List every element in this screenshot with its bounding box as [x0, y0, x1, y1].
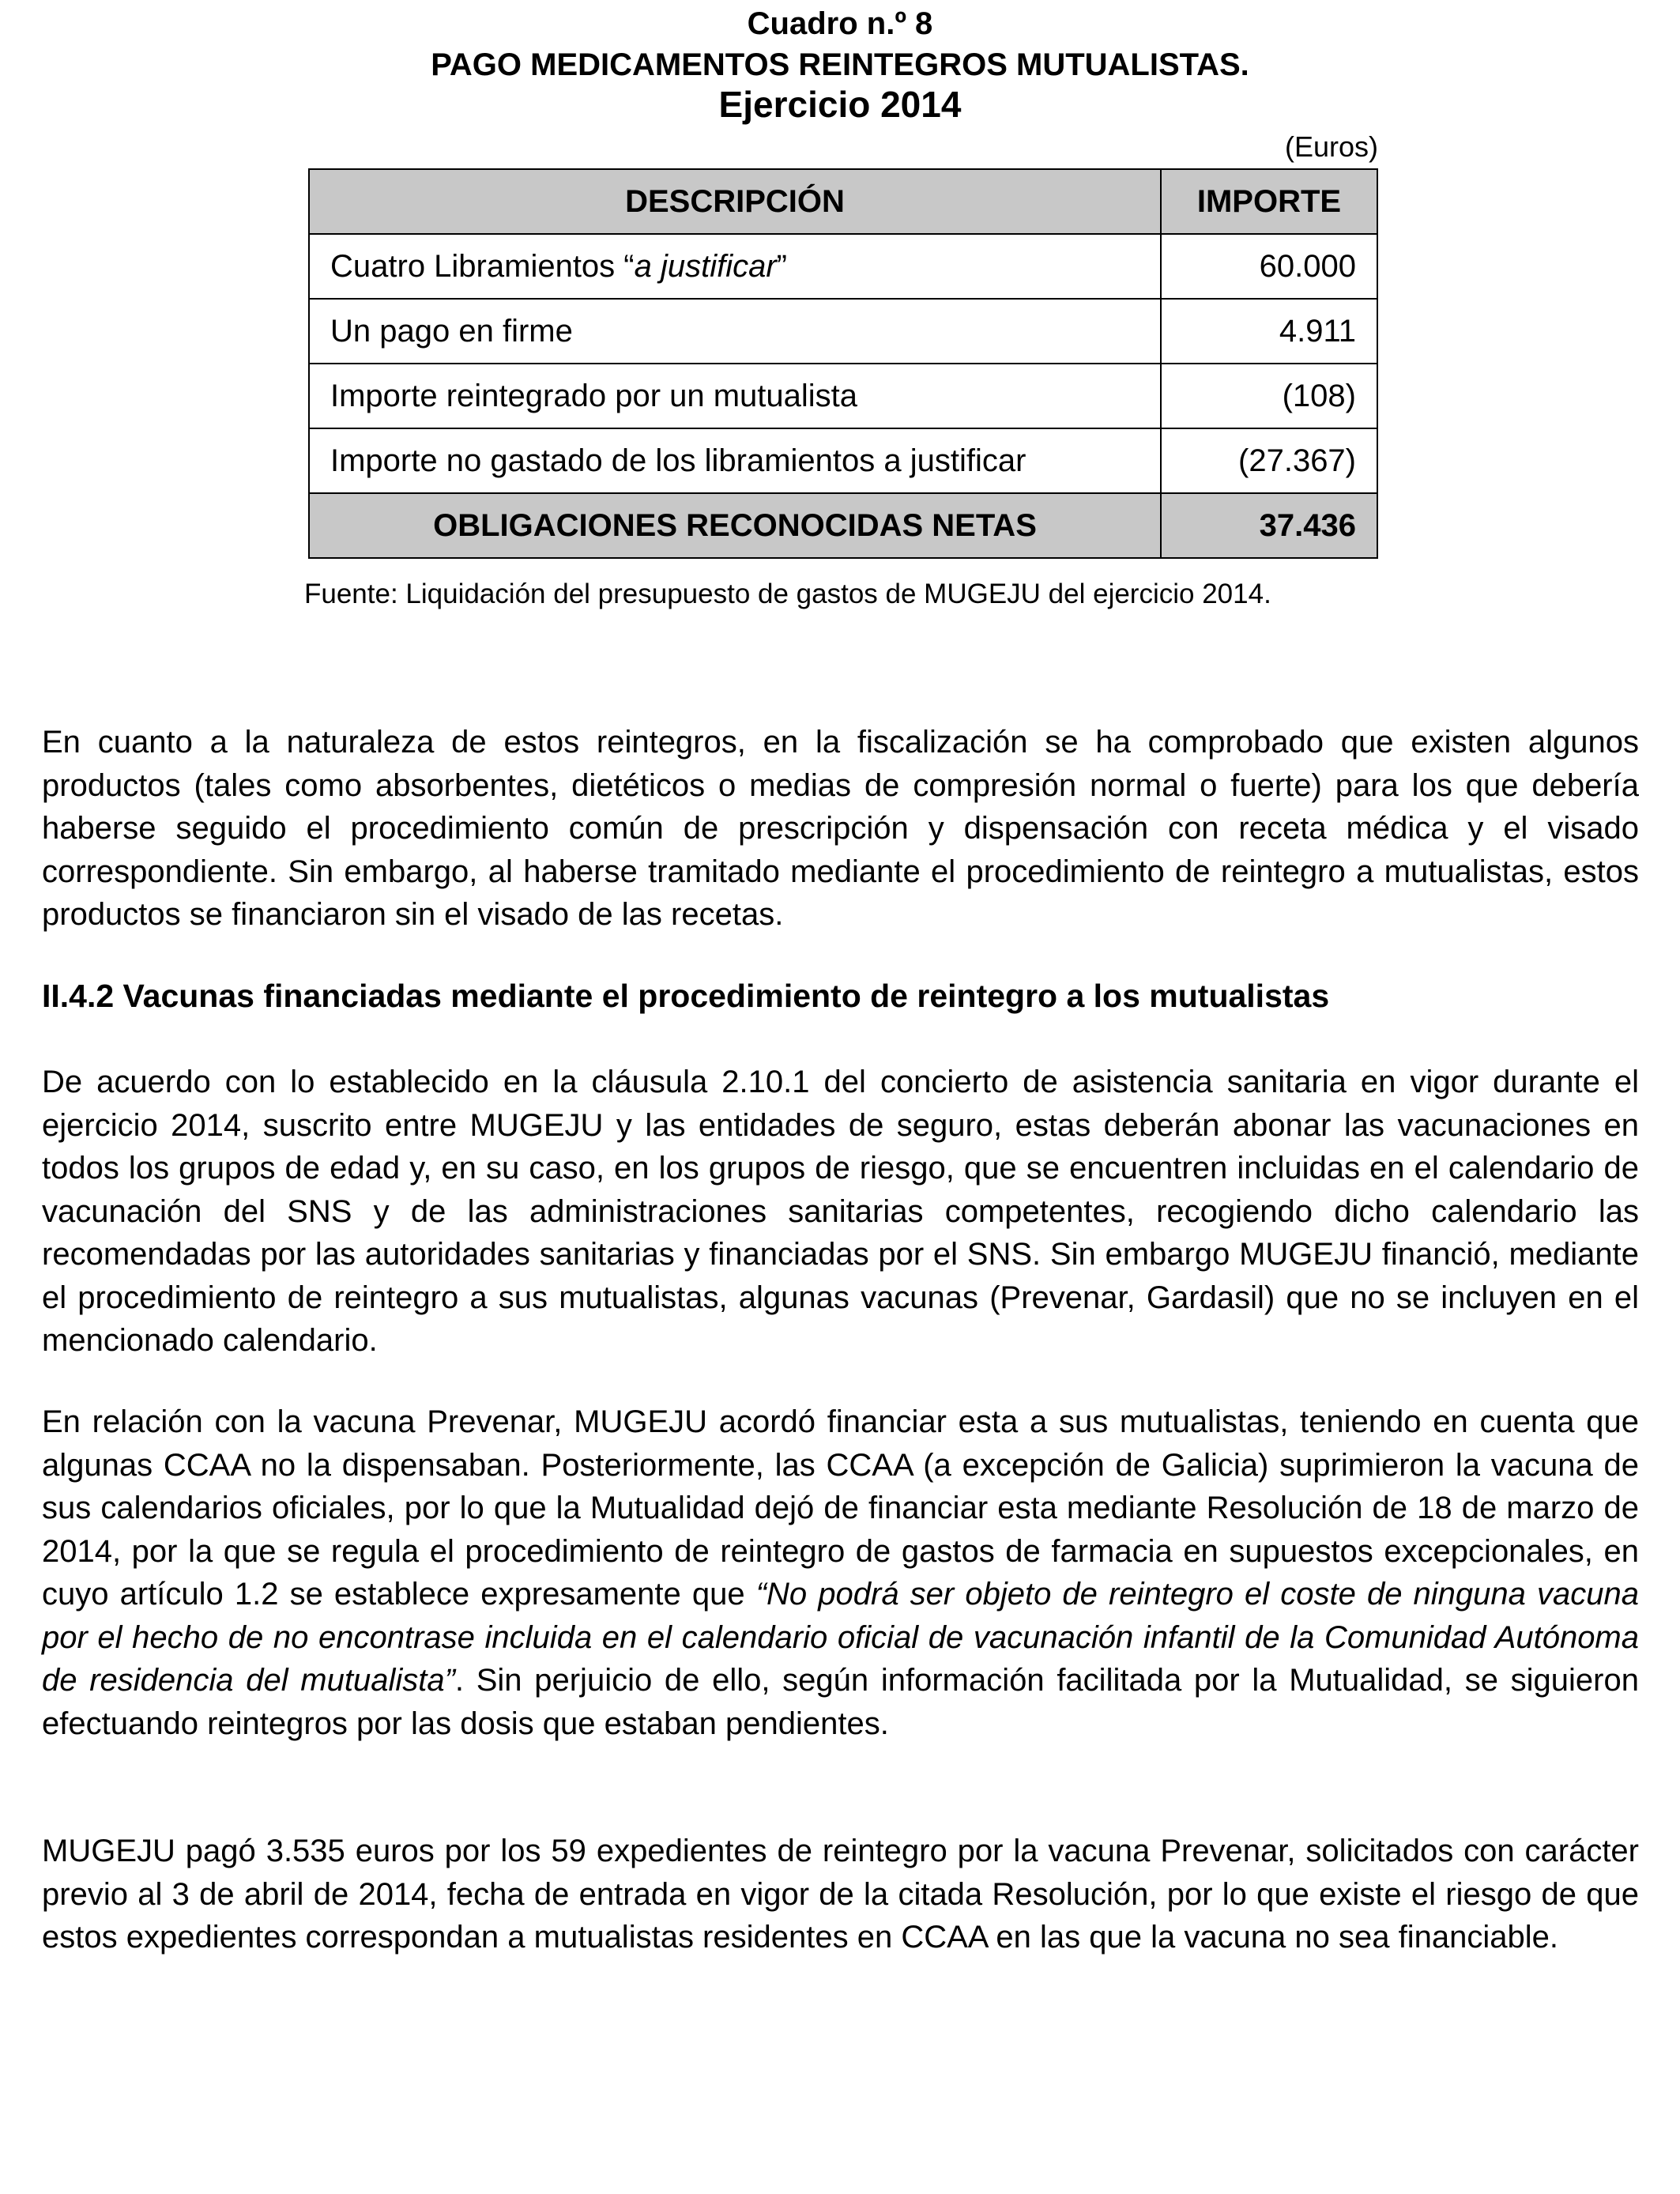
- table-total-row: [309, 493, 1377, 558]
- row-description-prefix: Cuatro Libramientos “: [330, 249, 635, 284]
- section-heading: II.4.2 Vacunas financiadas mediante el procedimiento de reintegro a los mutualistas: [42, 978, 1330, 1014]
- table-subtitle: Ejercicio 2014: [718, 84, 962, 125]
- row-amount: (108): [1161, 364, 1377, 428]
- paragraph-reintegros: En cuanto a la naturaleza de estos reintegros, en la fiscalización se ha comprobado que existen algunos productos (tales como absorbentes, dietéticos o medias de compresión normal o fuerte) para los que debería haberse seguido el procedimiento común de prescripción y dispensación con receta médica y el visado correspondiente. Sin embargo, al haberse tramitado mediante el procedimiento de reintegro a mutualistas, estos productos se financiaron sin el visado de las recetas.: [42, 725, 1639, 932]
- table-source-note: Fuente: Liquidación del presupuesto de gastos de MUGEJU del ejercicio 2014.: [304, 579, 1271, 609]
- row-amount: 4.911: [1161, 299, 1377, 364]
- payments-table: [308, 168, 1378, 559]
- paragraph-prevenar-start: En relación con la vacuna Prevenar, MUGEJU acordó financiar esta a sus mutualistas, teniendo en cuenta que algunas CCAA no la dispensaban. Posteriormente, las CCAA (a excepción de Galicia) suprimieron la vacuna de sus calendarios oficiales, por lo que la Mutualidad dejó de financiar esta mediante Resolución de 18 de marzo de 2014, por la que se regula el procedimiento de reintegro de gastos de farmacia en supuestos excepcionales, en cuyo artículo 1.2 se establece expresamente que: [42, 1404, 1639, 1612]
- table-number: Cuadro n.º 8: [747, 6, 933, 41]
- header-description: DESCRIPCIÓN: [309, 169, 1161, 234]
- table-row: [309, 299, 1377, 364]
- paragraph-vacunas: De acuerdo con lo establecido en la cláusula 2.10.1 del concierto de asistencia sanitaria en vigor durante el ejercicio 2014, suscrito entre MUGEJU y las entidades de seguro, estas deberán abonar las vacunaciones en todos los grupos de edad y, en su caso, en los grupos de riesgo, que se encuentren incluidas en el calendario de vacunación del SNS y de las administraciones sanitarias competentes, recogiendo dicho calendario las recomendadas por las autoridades sanitarias y financiadas por el SNS. Sin embargo MUGEJU financió, mediante el procedimiento de reintegro a sus mutualistas, algunas vacunas (Prevenar, Gardasil) que no se incluyen en el mencionado calendario.: [42, 1065, 1639, 1358]
- row-description: [309, 234, 1161, 299]
- row-amount: (27.367): [1161, 428, 1377, 493]
- paragraph-pago: MUGEJU pagó 3.535 euros por los 59 expedientes de reintegro por la vacuna Prevenar, solicitados con carácter previo al 3 de abril de 2014, fecha de entrada en vigor de la citada Resolución, por lo que existe el riesgo de que estos expedientes correspondan a mutualistas residentes en CCAA en las que la vacuna no sea financiable.: [42, 1834, 1639, 1955]
- quoted-resolution: “No podrá ser objeto de reintegro el coste de ninguna vacuna por el hecho de no encontrase incluida en el calendario oficial de vacunación infantil de la Comunidad Autónoma de residencia del mutualista”: [42, 1577, 1639, 1698]
- total-label: OBLIGACIONES RECONOCIDAS NETAS: [309, 493, 1161, 558]
- unit-label: (Euros): [1284, 130, 1378, 163]
- row-description: Un pago en firme: [309, 299, 1161, 364]
- header-amount: IMPORTE: [1161, 169, 1377, 234]
- paragraph-prevenar-end: . Sin perjuicio de ello, según información facilitada por la Mutualidad, se siguieron efectuando reintegros por las dosis que estaban pendientes.: [42, 1663, 1639, 1741]
- total-amount: 37.436: [1161, 493, 1377, 558]
- row-description: Importe reintegrado por un mutualista: [309, 364, 1161, 428]
- row-description-italic: a justificar: [634, 249, 777, 284]
- row-description: Importe no gastado de los libramientos a justificar: [309, 428, 1161, 493]
- table-row: [309, 364, 1377, 428]
- table-row: [309, 234, 1377, 299]
- row-description-suffix: ”: [776, 249, 787, 284]
- paragraph-prevenar: [42, 1400, 1639, 1745]
- table-row: [309, 428, 1377, 493]
- table-title: PAGO MEDICAMENTOS REINTEGROS MUTUALISTAS.: [431, 47, 1249, 82]
- row-amount: 60.000: [1161, 234, 1377, 299]
- table-header-row: [309, 169, 1377, 234]
